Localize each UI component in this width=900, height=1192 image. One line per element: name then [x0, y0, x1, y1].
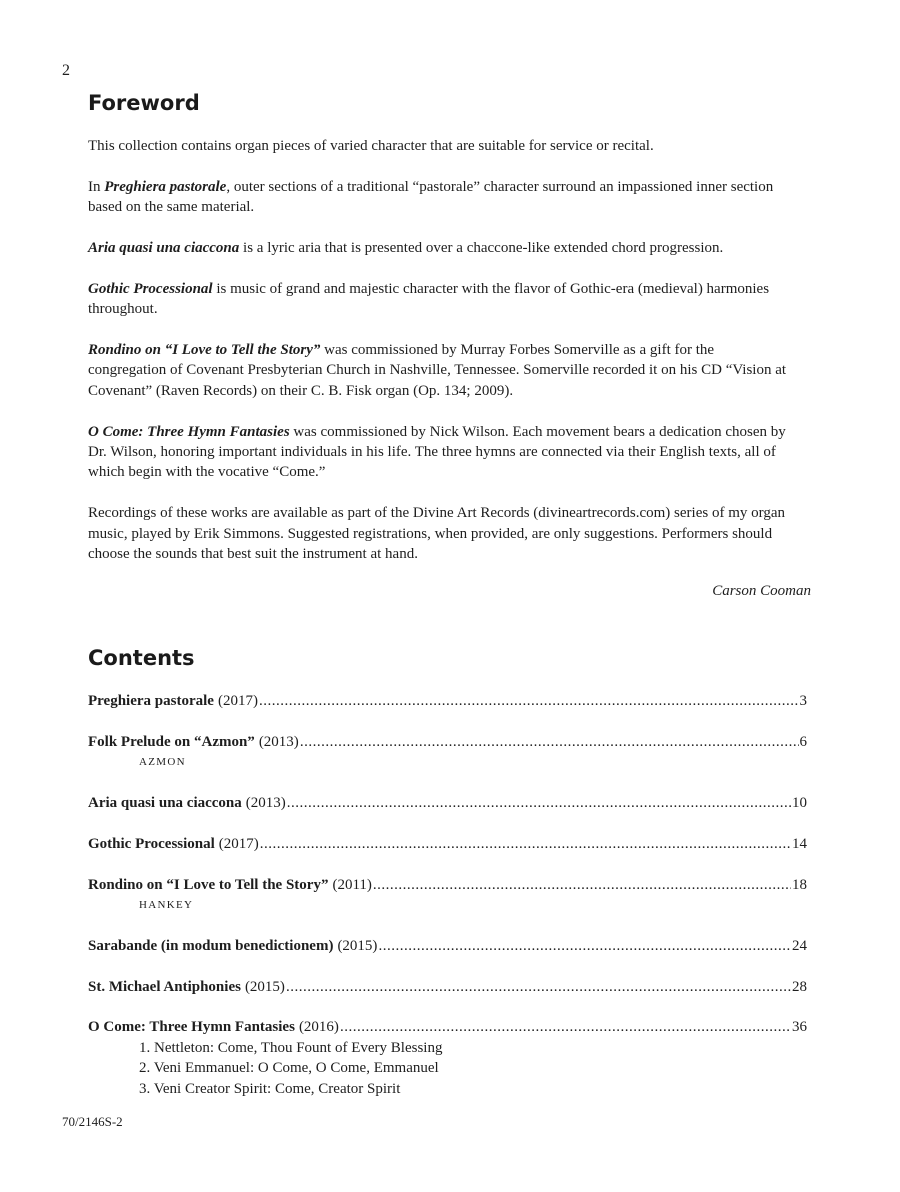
toc-entry-aria-quasi-una-ciaccona[interactable] [88, 793, 807, 813]
toc-year: (2015) [337, 937, 378, 954]
toc-entry-o-come-three-hymn-fantasies[interactable] [88, 1017, 807, 1099]
work-title: O Come: Three Hymn Fantasies [88, 423, 290, 440]
contents-heading: Contents [88, 646, 195, 670]
toc-line [88, 977, 807, 997]
toc-tune-name: AZMON [139, 756, 186, 769]
toc-page: 18 [792, 876, 807, 893]
toc-year: (2017) [218, 835, 259, 852]
toc-title: Sarabande (in modum benedictionem) [88, 937, 334, 954]
toc-leader [259, 834, 791, 854]
paragraph-text: is a lyric aria that is presented over a chaccone-like extended chord progression. [239, 240, 724, 256]
toc-movement: 1. Nettleton: Come, Thou Fount of Every Blessing [139, 1039, 443, 1056]
toc-leader [339, 1017, 791, 1037]
toc-leader [285, 977, 791, 997]
toc-line [88, 732, 807, 752]
toc-leader [286, 793, 791, 813]
foreword-paragraph-7: Recordings of these works are available as part of the Divine Art Records (divineartrecords.com) series of my organ music, played by Erik Simmons. Suggested registrations, when provided, are only suggestions. Performers should choose the sounds that best suit the instrument at hand. [88, 505, 785, 563]
toc-year: (2015) [244, 978, 285, 995]
toc-year: (2011) [332, 876, 372, 893]
foreword-paragraph-6 [88, 422, 788, 483]
foreword-paragraph-1: This collection contains organ pieces of varied character that are suitable for service or recital. [88, 138, 654, 154]
toc-year: (2013) [245, 795, 286, 811]
paragraph-lead: In [88, 178, 105, 195]
toc-line [88, 1017, 807, 1037]
toc-page: 3 [799, 693, 807, 709]
toc-entry-st-michael-antiphonies[interactable] [88, 977, 807, 997]
toc-page: 36 [792, 1019, 807, 1036]
toc-year: (2017) [217, 693, 258, 709]
catalog-number: 70/2146S-2 [62, 1114, 123, 1129]
toc-line [88, 834, 807, 854]
foreword-paragraph-3 [88, 238, 788, 258]
toc-entry-preghiera-pastorale[interactable] [88, 691, 807, 711]
toc-year: (2016) [298, 1019, 339, 1036]
paragraph-text: , outer sections of a traditional “pastorale” character surround an impassioned inner section based on the same material. [88, 178, 774, 216]
toc-title: Preghiera pastorale [88, 693, 214, 709]
toc-line [88, 875, 807, 895]
toc-leader [372, 875, 791, 895]
toc-line [88, 793, 807, 813]
toc-movement: 2. Veni Emmanuel: O Come, O Come, Emmanuel [139, 1060, 439, 1077]
toc-line [88, 691, 807, 711]
toc-movement: 3. Veni Creator Spirit: Come, Creator Spirit [139, 1080, 401, 1097]
toc-title: Folk Prelude on “Azmon” [88, 733, 255, 750]
foreword-body [88, 136, 788, 564]
toc-title: St. Michael Antiphonies [88, 978, 241, 995]
toc-page: 24 [792, 937, 807, 954]
foreword-paragraph-4 [88, 279, 788, 320]
foreword-heading: Foreword [88, 91, 200, 115]
toc-title: Gothic Processional [88, 835, 215, 852]
toc-leader [258, 691, 799, 711]
toc-year: (2013) [258, 733, 299, 750]
page-number: 2 [62, 62, 70, 79]
toc-entry-rondino[interactable] [88, 875, 807, 916]
toc-page: 28 [792, 978, 807, 995]
paragraph-text: is music of grand and majestic character with the flavor of Gothic-era (medieval) harmonies throughout. [88, 280, 770, 318]
toc-page: 6 [799, 733, 807, 750]
toc-page: 14 [792, 835, 807, 852]
paragraph-text: was commissioned by Murray Forbes Somerville as a gift for the congregation of Covenant Presbyterian Church in Nashville, Tennessee. Somerville recorded it on his CD “Vision at Covenant” (Raven Records) on their C. B. Fisk organ (Op. 134; 2009). [88, 342, 787, 399]
foreword-paragraph-5 [88, 340, 788, 401]
toc-tune-name: HANKEY [139, 899, 194, 911]
toc-page: 10 [792, 795, 807, 811]
toc-line [88, 936, 807, 956]
toc-title: Aria quasi una ciaccona [88, 795, 242, 811]
work-title: Rondino on “I Love to Tell the Story” [88, 342, 321, 358]
author-signature: Carson Cooman [712, 583, 811, 599]
foreword-paragraph-2 [88, 177, 788, 218]
toc-title: Rondino on “I Love to Tell the Story” [88, 876, 329, 893]
work-title: Aria quasi una ciaccona [88, 240, 240, 256]
toc-leader [377, 936, 791, 956]
toc-entry-gothic-processional[interactable] [88, 834, 807, 854]
table-of-contents [88, 691, 807, 1119]
toc-leader [299, 732, 799, 752]
toc-entry-sarabande[interactable] [88, 936, 807, 956]
toc-entry-folk-prelude-azmon[interactable] [88, 732, 807, 773]
work-title: Gothic Processional [88, 280, 213, 297]
toc-title: O Come: Three Hymn Fantasies [88, 1019, 295, 1036]
work-title: Preghiera pastorale [104, 178, 227, 195]
paragraph-text: was commissioned by Nick Wilson. Each movement bears a dedication chosen by Dr. Wilson, honoring important individuals in his life. The three hymns are connected via their English texts, all of which begin with the vocative “Come.” [88, 423, 786, 481]
